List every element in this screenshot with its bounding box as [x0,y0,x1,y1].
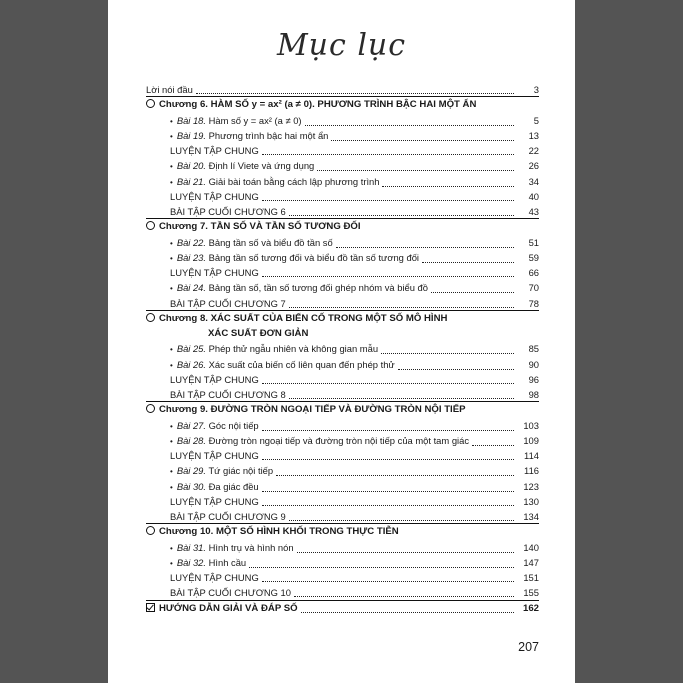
bullet-icon: • [170,360,173,370]
lesson-number: Bài 19. [176,129,206,141]
lesson-number: Bài 26. [176,358,206,370]
circle-bullet-icon [146,313,155,322]
dot-leader [297,551,514,553]
dot-leader [289,519,514,521]
toc-chapter-row [108,326,575,341]
toc-page-number: 51 [528,236,539,248]
dot-leader [289,214,514,216]
toc-entry-row [108,433,575,448]
toc-page-number: 130 [523,495,539,507]
toc-entry [170,128,517,144]
toc-entry-title: Định lí Viete và ứng dụng [208,160,315,172]
toc-entry-title: Đa giác đều [208,480,259,492]
toc-entry-title: Chương 6. HÀM SỐ y = ax² (a ≠ 0). PHƯƠNG TRÌNH BẬC HAI MỘT ẨN [159,99,477,111]
dot-leader [382,185,514,187]
toc-entry-row [108,448,575,463]
toc-entry-title: Chương 7. TẦN SỐ VÀ TẦN SỐ TƯƠNG ĐỐI [159,221,361,233]
toc-entry-row [108,585,575,600]
toc-entry [146,82,517,97]
toc-entry [170,341,517,357]
dot-leader [317,169,514,171]
toc-entry [170,235,517,251]
dot-leader [262,504,514,506]
lesson-number: Bài 30. [176,480,206,492]
toc-entry-title: Phép thử ngẫu nhiên và không gian mẫu [208,343,379,355]
toc-page-number: 162 [522,602,539,614]
bullet-icon: • [170,284,173,294]
lesson-number: Bài 24. [176,282,206,294]
toc-entry [170,433,517,449]
toc-entry [170,570,517,585]
toc-entry-row [108,128,575,143]
circle-bullet-icon [146,404,155,413]
dot-leader [262,382,514,384]
bullet-icon: • [170,177,173,187]
toc-entry [170,463,517,479]
lesson-number: Bài 22. [176,236,206,248]
toc-entry-row [108,204,575,219]
toc-entry-title: Xác suất của biến cố liên quan đến phép thử [208,358,395,370]
toc-entry-title: Giải bài toán bằng cách lập phương trình [208,175,380,187]
toc-page-number: 123 [523,480,539,492]
bullet-icon: • [170,558,173,568]
dot-leader [381,352,514,354]
toc-entry-row [108,280,575,295]
dot-leader [422,261,514,263]
toc-entry [170,555,517,571]
toc-page-number: 134 [523,511,539,522]
toc-entry-title: BÀI TẬP CUỐI CHƯƠNG 6 [170,206,286,217]
toc-entry-row [108,296,575,311]
toc-entry-title: Đường tròn ngoại tiếp và đường tròn nội tiếp của một tam giác [208,434,470,446]
lesson-number: Bài 18. [176,114,206,126]
toc-entry-row [108,113,575,128]
dot-leader [262,458,514,460]
lesson-number: Bài 29. [176,465,206,477]
page-number: 207 [518,640,539,654]
toc-page-number: 109 [523,434,539,446]
toc-entry [170,479,517,495]
left-margin-band [0,0,108,683]
toc-entry-title: Bảng tần số và biểu đồ tần số [208,236,333,248]
circle-bullet-icon [146,526,155,535]
toc-page-number: 66 [528,267,539,278]
toc-entry [170,387,517,402]
lesson-number: Bài 21. [176,175,206,187]
toc-page-number: 5 [533,114,539,126]
toc-page-number: 43 [528,206,539,217]
toc-page-number: 3 [533,84,539,95]
dot-leader [262,429,514,431]
toc-entry [170,250,517,266]
toc-page-number: 96 [528,373,539,385]
toc-page-number: 140 [523,541,539,553]
dot-leader [262,199,514,201]
toc-entry-row [108,235,575,250]
toc-chapter-row [108,311,575,326]
toc-page-number: 147 [523,556,539,568]
toc-entry-title: BÀI TẬP CUỐI CHƯƠNG 8 [170,389,286,400]
dot-leader [196,92,514,94]
toc-entry-title: Lời nói đầu [146,84,193,95]
toc-entry-title: HƯỚNG DẪN GIẢI VÀ ĐÁP SỐ [159,602,298,614]
toc-entry-row [108,418,575,433]
toc-entry [170,448,517,463]
bullet-icon: • [170,543,173,553]
toc-chapter-row [108,97,575,112]
toc-entry-row [108,143,575,158]
toc-entry-row [108,189,575,204]
bullet-icon: • [170,482,173,492]
toc-entry [170,585,517,600]
toc-entry-title: LUYỆN TẬP CHUNG [170,450,259,461]
toc-chapter-row [108,402,575,417]
lesson-number: Bài 25. [176,343,206,355]
circle-bullet-icon [146,221,155,230]
toc-entry [170,296,517,311]
toc-entry [170,158,517,174]
toc-entry [170,265,517,280]
toc-entry-title: LUYỆN TẬP CHUNG [170,190,259,202]
toc-entry-title: Hàm số y = ax² (a ≠ 0) [208,114,302,126]
toc-page-number: 13 [528,129,539,141]
toc-entry-title: LUYỆN TẬP CHUNG [170,495,259,507]
toc-entry-title: LUYỆN TẬP CHUNG [170,373,259,385]
lesson-number: Bài 23. [176,251,206,263]
toc-entry-row [108,570,575,585]
toc-entry-title: Hình trụ và hình nón [208,541,294,553]
toc-entry-row [108,509,575,524]
dot-leader [294,595,514,597]
dot-leader [431,291,514,293]
toc-page-number: 59 [528,251,539,263]
toc-entry-row [108,357,575,372]
toc-chapter-row [108,219,575,234]
toc-entry-title: Tứ giác nội tiếp [208,465,274,477]
toc-entry [170,189,517,204]
bullet-icon: • [170,467,173,477]
toc-entry-row [108,387,575,402]
dot-leader [249,566,514,568]
toc-entry [170,494,517,509]
toc-entry-row [108,82,575,97]
toc-page-number: 114 [524,450,539,461]
bullet-icon: • [170,345,173,355]
dot-leader [305,124,514,126]
book-page [108,0,575,683]
right-margin-band [575,0,683,683]
bullet-icon: • [170,253,173,263]
toc-entry [170,540,517,556]
toc-page-number: 78 [528,297,539,309]
toc-entry [146,311,450,326]
toc-entry-row [108,372,575,387]
toc-entry-row [108,555,575,570]
bullet-icon: • [170,131,173,141]
dot-leader [289,397,514,399]
dot-leader [331,139,514,141]
toc-page-number: 103 [523,419,539,431]
toc-entry [170,280,517,296]
toc-entry-title: Phương trình bậc hai một ẩn [208,129,329,141]
toc-entry-title: Chương 10. MỘT SỐ HÌNH KHỐI TRONG THỰC TIỄN [159,526,399,538]
toc-entry-row [108,341,575,356]
toc-page-number: 116 [524,465,539,477]
toc-entry-title: Bảng tần số, tần số tương đối ghép nhóm và biểu đồ [208,282,428,294]
toc-entry [170,113,517,129]
bullet-icon: • [170,436,173,446]
bullet-icon: • [170,421,173,431]
toc-entry-title: BÀI TẬP CUỐI CHƯƠNG 7 [170,297,286,309]
bullet-icon: • [170,238,173,248]
toc-entry [208,326,311,341]
dot-leader [262,153,514,155]
lesson-number: Bài 27. [176,419,206,431]
dot-leader [289,306,514,308]
lesson-number: Bài 31. [176,541,206,553]
toc-entry-row [108,174,575,189]
toc-entry [170,204,517,219]
toc-page-number: 155 [523,587,539,599]
toc-entry-row [108,601,575,616]
toc-entry-row [108,494,575,509]
toc-entry [146,219,364,234]
dot-leader [262,490,514,492]
toc-entry-title: LUYỆN TẬP CHUNG [170,267,259,278]
toc-entry-title: Chương 8. XÁC SUẤT CỦA BIẾN CỐ TRONG MỘT SỐ MÔ HÌNH [159,312,448,324]
toc-page-number: 34 [528,175,539,187]
dot-leader [398,368,514,370]
lesson-number: Bài 32. [176,556,206,568]
toc-entry [170,357,517,373]
toc-entry-title: Chương 9. ĐƯỜNG TRÒN NGOẠI TIẾP VÀ ĐƯỜNG TRÒN NỘI TIẾP [159,404,466,416]
lesson-number: Bài 20. [176,160,206,172]
toc-entry-title: Góc nội tiếp [208,419,259,431]
toc-entry [146,601,517,616]
toc-page-number: 26 [528,160,539,172]
toc-entry [146,97,479,112]
bullet-icon: • [170,162,173,172]
dot-leader [276,474,514,476]
toc-entry [170,143,517,158]
toc-entry-row [108,479,575,494]
toc-entry [170,372,517,387]
toc-entry [146,524,402,539]
toc-page-number: 90 [528,358,539,370]
toc-entry-title: Bảng tần số tương đối và biểu đồ tần số tương đối [208,251,420,263]
bullet-icon: • [170,116,173,126]
toc-page-number: 98 [528,389,539,400]
lesson-number: Bài 28. [176,434,206,446]
toc-entry [170,418,517,434]
dot-leader [472,444,514,446]
toc-entry [170,509,517,524]
toc-entry-row [108,250,575,265]
toc-entry [170,174,517,190]
toc-entry-title: XÁC SUẤT ĐƠN GIẢN [208,328,309,339]
toc-entry-row [108,265,575,280]
toc-page-number: 22 [528,145,539,156]
toc-entry-row [108,158,575,173]
dot-leader [262,275,514,277]
toc-entry-title: LUYỆN TẬP CHUNG [170,572,259,583]
toc-entry-row [108,540,575,555]
toc-page-number: 70 [528,282,539,294]
page-title: Mục lục [276,28,407,63]
dot-leader [336,246,514,248]
toc-entry-title: BÀI TẬP CUỐI CHƯƠNG 10 [170,587,291,599]
toc-page-number: 151 [523,572,539,583]
toc-page-number: 40 [528,190,539,202]
checkbox-icon [146,603,155,612]
toc-entry-title: Hình cầu [208,556,247,568]
toc-chapter-row [108,524,575,539]
dot-leader [262,580,514,582]
circle-bullet-icon [146,99,155,108]
toc-entry-title: BÀI TẬP CUỐI CHƯƠNG 9 [170,511,286,522]
toc-entry [146,402,469,417]
toc-page-number: 85 [528,343,539,355]
toc-entry-title: LUYỆN TẬP CHUNG [170,145,259,156]
dot-leader [301,611,514,613]
toc-entry-row [108,463,575,478]
